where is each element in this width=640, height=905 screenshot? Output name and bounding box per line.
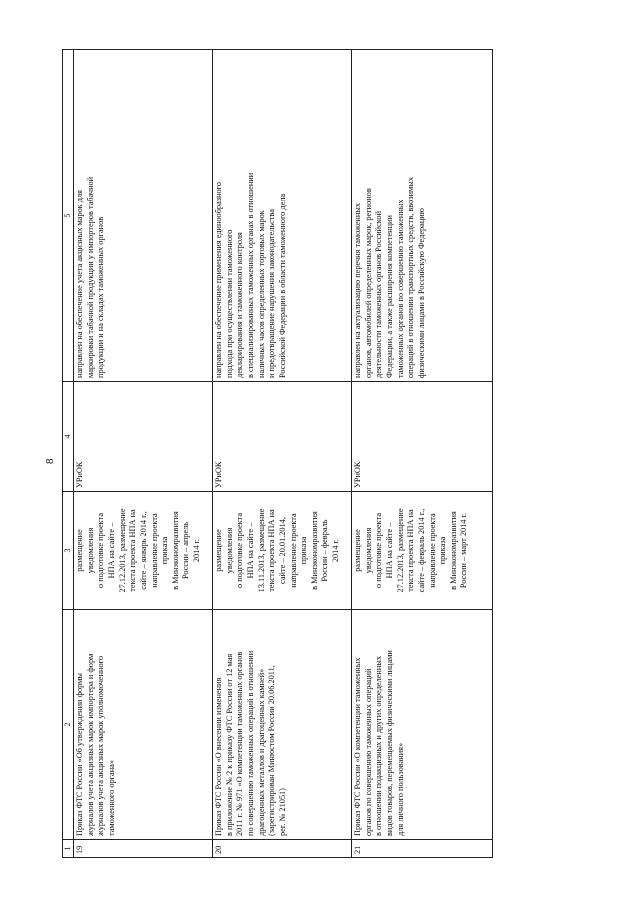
schedule-cell: размещение уведомления о подготовке проекта НПА на сайте – 27.12.2013, размещение текста проекта НПА на сайте – февраль 2014 г., направление проекта приказа в Минэкономразвития России – март 2014 г. [352, 492, 493, 610]
executor-cell: УРиОК [213, 382, 352, 492]
col-header-1: 1 [63, 840, 74, 858]
purpose-cell: направлен на обеспечение применения единообразного подхода при осуществлении таможенного декларирования и таможенного контроля в специализированных таможенных органах в отношении наличных часов определенных торговых марок и предотвращение нарушения законодательства Российской Федерации в области таможенного дела [213, 50, 352, 382]
row-number: 21 [352, 840, 493, 858]
document-title: Приказ ФТС России «Об утверждении формы журналов учета акцизных марок импортера и форм журналов учета акцизных марок уполномоченного таможенного органа» [74, 610, 213, 840]
row-number: 20 [213, 840, 352, 858]
schedule-cell: размещение уведомления о подготовке проекта НПА на сайте – 27.12.2013, размещение текста проекта НПА на сайте – январь 2014 г., направление проекта приказа в Минэкономразвития России – апрель 2014 г. [74, 492, 213, 610]
executor-cell: УРиОК [74, 382, 213, 492]
document-title: Приказ ФТС России «О компетенции таможенных органов по совершению таможенных операций в отношении подакцизных и других определенных видов товаров, перемещаемых физическими лицами для личного пользования» [352, 610, 493, 840]
row-number: 19 [74, 840, 213, 858]
table-row [352, 50, 493, 858]
page-number: 8 [44, 458, 56, 464]
purpose-cell: направлен на обеспечение учета акцизных марок для маркировки табачной продукции у импортеров табачной продукции и на складах таможенных органов [74, 50, 213, 382]
document-title: Приказ ФТС России «О внесении изменения в приложение № 2 к приказу ФТС России от 12 мая 2011 г. № 971 «О компетенции таможенных органов по совершению таможенных операций в отношении драгоценных металлов и драгоценных камней» (зарегистрирован Минюстом России 20.06.2011, рег. № 21051) [213, 610, 352, 840]
purpose-cell: направлен на актуализацию перечня таможенных органов, автомобилей определенных марок, регионов деятельности таможенных органов Российской Федерации, а также расширения компетенции таможенных органов по совершению таможенных операций в отношении транспортных средств, ввозимых физическими лицами в Российскую Федерацию [352, 50, 493, 382]
table-row [74, 50, 213, 858]
col-header-3: 3 [63, 492, 74, 610]
col-header-2: 2 [63, 610, 74, 840]
table-row [213, 50, 352, 858]
col-header-5: 5 [63, 50, 74, 382]
executor-cell: УРиОК [352, 382, 493, 492]
header-row [63, 50, 74, 858]
col-header-4: 4 [63, 382, 74, 492]
schedule-cell: размещение уведомления о подготовке проекта НПА на сайте – 13.11.2013, размещение текста проекта НПА на сайте – 20.01.2014, направление проекта приказа в Минэкономразвития России – февраль 2014 г. [213, 492, 352, 610]
register-table [62, 49, 493, 858]
